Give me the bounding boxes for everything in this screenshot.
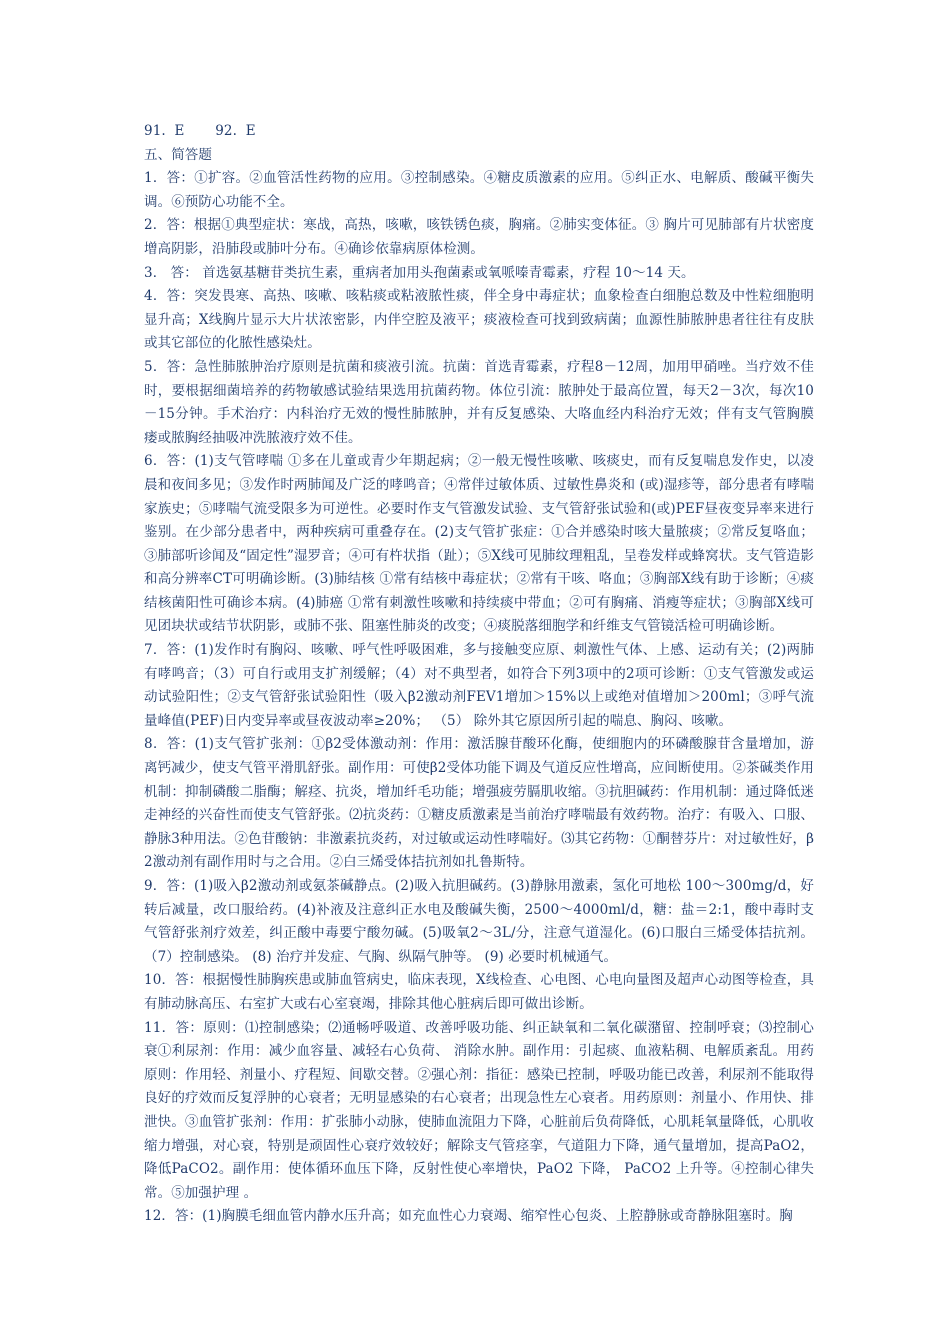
answer-paragraph-7: 7．答：(1)发作时有胸闷、咳嗽、呼气性呼吸困难，多与接触变应原、刺激性气体、上感、运动有关；(2)两肺有哮鸣音；（3）可自行或用支扩剂缓解；（4）对不典型者，如符合下列3项中的2项可诊断：①支气管激发或运动试验阳性；②支气管舒张试验阳性（吸入β2激动剂FEV1增加＞15%以上或绝对值增加＞200ml；③呼气流量峰值(PEF)日内变异率或昼夜波动率≥20%； （5） 除外其它原因所引起的喘息、胸闷、咳嗽。 [144,642,814,729]
answer-paragraph-4: 4．答：突发畏寒、高热、咳嗽、咳粘痰或粘液脓性痰，伴全身中毒症状；血象检查白细胞总数及中性粒细胞明显升高；X线胸片显示大片状浓密影，内伴空腔及液平；痰液检查可找到致病菌；血源性肺脓肿患者往往有皮肤或其它部位的化脓性感染灶。 [144,288,814,352]
answer-paragraph-2: 2．答：根据①典型症状：寒战，高热，咳嗽，咳铁锈色痰，胸痛。②肺实变体征。③ 胸片可见肺部有片状密度增高阴影，沿肺段或肺叶分布。④确诊依靠病原体检测。 [144,217,814,257]
answer-paragraph-6: 6．答：(1)支气管哮喘 ①多在儿童或青少年期起病；②一般无慢性咳嗽、咳痰史，而有反复喘息发作史，以凌晨和夜间多见；③发作时两肺闻及广泛的哮鸣音；④常伴过敏体质、过敏性鼻炎和 (或)湿疹等，部分患者有哮喘家族史；⑤哮喘气流受限多为可逆性。必要时作支气管激发试验、支气管舒张试验和(或)PEF昼夜变异率来进行鉴别。在少部分患者中，两种疾病可重叠存在。(2)支气管扩张症：①合并感染时咳大量脓痰；②常反复咯血；③肺部听诊闻及“固定性”湿罗音；④可有杵状指（趾）；⑤X线可见肺纹理粗乱，呈卷发样或蜂窝状。支气管造影和高分辨率CT可明确诊断。(3)肺结核 ①常有结核中毒症状；②常有干咳、咯血；③胸部X线有助于诊断；④痰结核菌阳性可确诊本病。(4)肺癌 ①常有刺激性咳嗽和持续痰中带血；②可有胸痛、消瘦等症状；③胸部X线可见团块状或结节状阴影，或肺不张、阻塞性肺炎的改变；④痰脱落细胞学和纤维支气管镜活检可明确诊断。 [144,453,814,635]
answer-paragraph-1: 1．答：①扩容。②血管活性药物的应用。③控制感染。④糖皮质激素的应用。⑤纠正水、电解质、酸碱平衡失调。⑥预防心功能不全。 [144,170,814,210]
answer-paragraph-9: 9．答：(1)吸入β2激动剂或氨茶碱静点。(2)吸入抗胆碱药。(3)静脉用激素，氢化可地松 100～300mg/d，好转后减量，改口服给药。(4)补液及注意纠正水电及酸碱失衡，2500～4000ml/d，糖：盐＝2:1，酸中毒时支气管舒张剂疗效差，纠正酸中毒要宁酸勿碱。(5)吸氧2～3L/分，注意气道湿化。(6)口服白三烯受体拮抗剂。（7）控制感染。 (8) 治疗并发症、气胸、纵隔气肿等。 (9) 必要时机械通气。 [144,878,814,965]
answer-paragraph-11: 11．答：原则：⑴控制感染；⑵通畅呼吸道、改善呼吸功能、纠正缺氧和二氧化碳潴留、控制呼衰；⑶控制心衰①利尿剂：作用：减少血容量、减轻右心负荷、 消除水肿。副作用：引起痰、血液粘稠、电解质紊乱。用药原则：作用轻、剂量小、疗程短、间歇交替。②强心剂：指征：感染已控制，呼吸功能已改善，利尿剂不能取得良好的疗效而反复浮肿的心衰者；无明显感染的右心衰者；出现急性左心衰者。用药原则：剂量小、作用快、排泄快。③血管扩张剂：作用：扩张肺小动脉，使肺血流阻力下降，心脏前后负荷降低，心肌耗氧量降低，心肌收缩力增强，对心衰，特别是顽固性心衰疗效较好；解除支气管痉挛，气道阻力下降，通气量增加，提高PaO2，降低PaCO2。副作用：使体循环血压下降，反射性使心率增快，PaO2 下降， PaCO2 上升等。④控制心律失常。⑤加强护理 。 [144,1019,814,1201]
document-page [144,120,814,1229]
answer-paragraph-5: 5．答：急性肺脓肿治疗原则是抗菌和痰液引流。抗菌：首选青霉素，疗程8－12周，加用甲硝唑。当疗效不佳时，要根据细菌培养的药物敏感试验结果选用抗菌药物。体位引流：脓肿处于最高位置，每天2－3次，每次10－15分钟。手术治疗：内科治疗无效的慢性肺脓肿，并有反复感染、大咯血经内科治疗无效；伴有支气管胸膜瘘或脓胸经抽吸冲洗脓液疗效不佳。 [144,358,814,446]
answer-paragraph-10: 10．答：根据慢性肺胸疾患或肺血管病史，临床表现，X线检查、心电图、心电向量图及超声心动图等检查，具有肺动脉高压、右室扩大或右心室衰竭，排除其他心脏病后即可做出诊断。 [144,972,814,1012]
answer-paragraph-3: 3． 答： 首选氨基糖苷类抗生素，重病者加用头孢菌素或氧哌嗪青霉素，疗程 10～14 天。 [144,264,695,281]
section-heading: 五、简答题 [144,146,212,163]
answer-paragraph-12: 12．答：(1)胸膜毛细血管内静水压升高；如充血性心力衰竭、缩窄性心包炎、上腔静脉或奇静脉阻塞时。胸 [144,1208,793,1225]
answer-paragraph-8: 8．答：(1)支气管扩张剂：①β2受体激动剂：作用：激活腺苷酸环化酶，使细胞内的环磷酸腺苷含量增加，游离钙减少，使支气管平滑肌舒张。副作用：可使β2受体功能下调及气道反应性增高，应间断使用。②茶碱类作用机制：抑制磷酸二脂酶；解痉、抗炎，增加纤毛功能；增强疲劳膈肌收缩。③抗胆碱药：作用机制：通过降低迷走神经的兴奋性而使支气管舒张。⑵抗炎药：①糖皮质激素是当前治疗哮喘最有效药物。治疗：有吸入、口服、静脉3种用法。②色苷酸钠：非激素抗炎药，对过敏或运动性哮喘好。⑶其它药物：①酮替芬片：对过敏性好，β2激动剂有副作用时与之合用。②白三烯受体拮抗剂如扎鲁斯特。 [144,736,814,871]
answer-line: 91. E 92. E [144,123,256,139]
